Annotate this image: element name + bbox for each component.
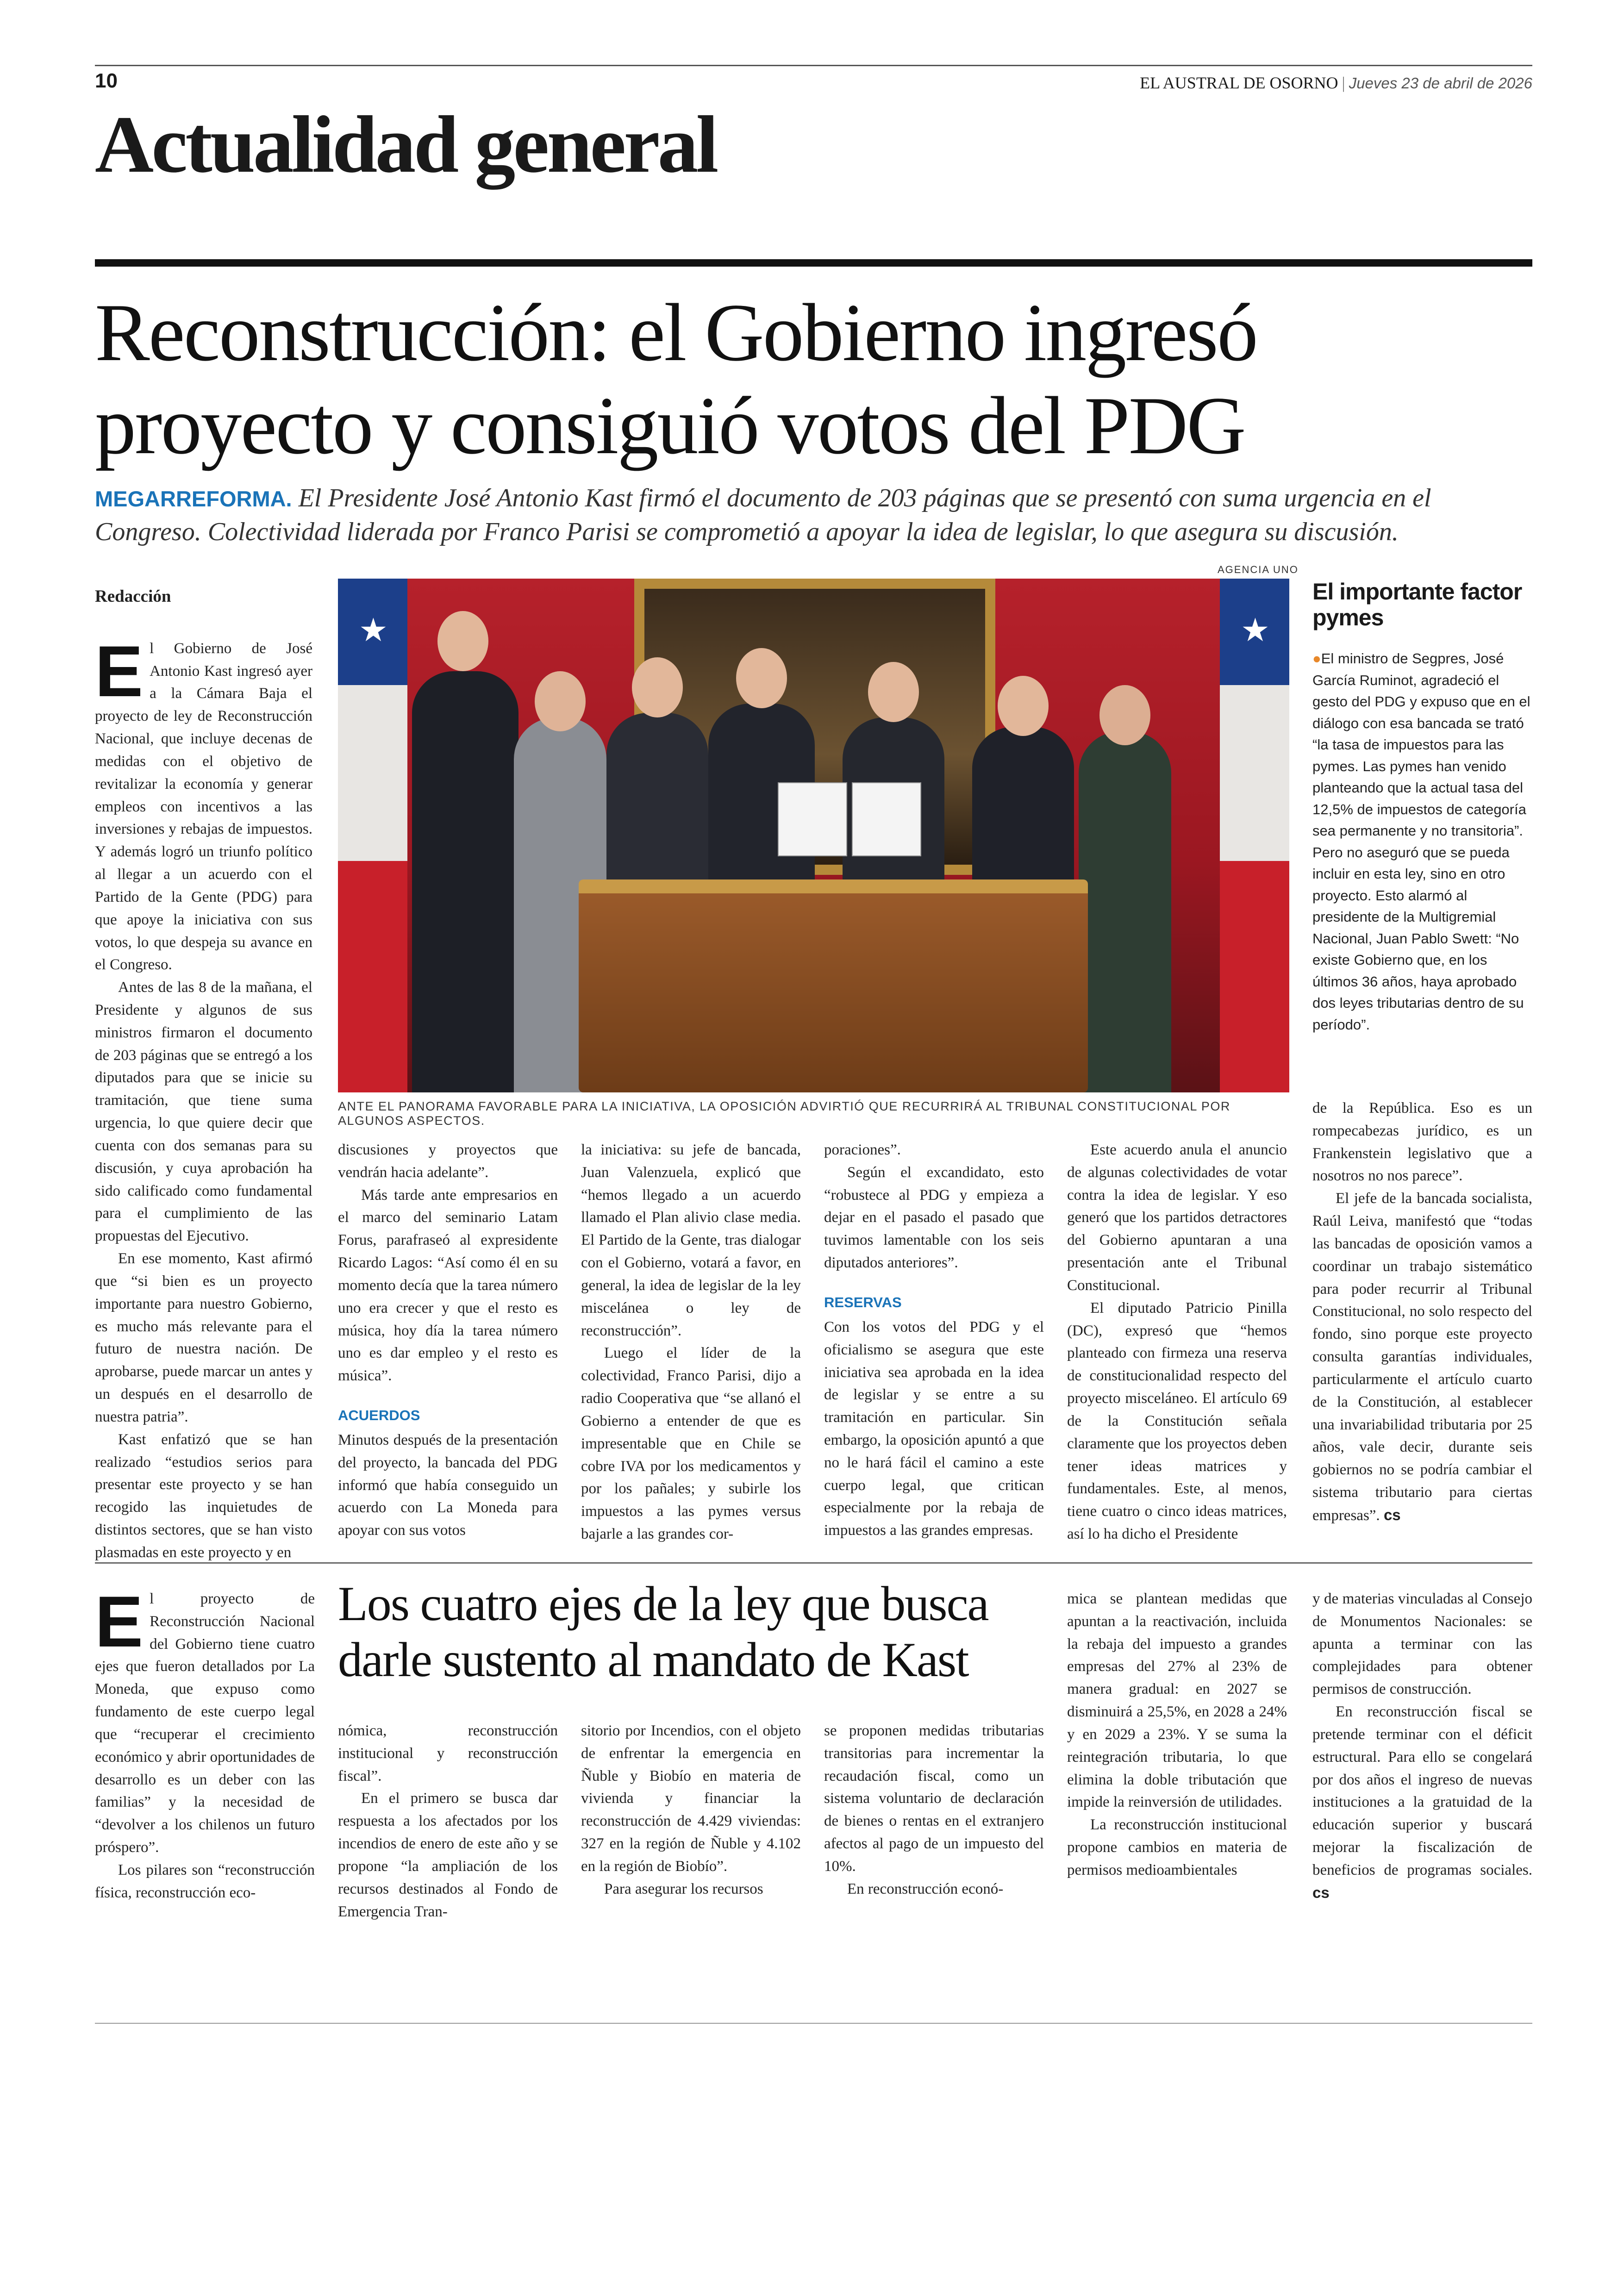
article-paragraph: discusiones y proyectos que vendrán hacia adelante”.	[338, 1141, 558, 1181]
signed-document	[778, 782, 847, 856]
sidebar-title: El importante factor pymes	[1312, 579, 1522, 630]
lead-text: El Presidente José Antonio Kast firmó el documento de 203 páginas que se presentó con suma urgencia en el Congreso. Colectividad liderada por Franco Parisi se comprometió a apoyar la idea de legislar, lo que asegura su discusión.	[95, 484, 1431, 546]
article-paragraph: Más tarde ante empresarios en el marco del seminario Latam Forus, parafraseó al expresidente Ricardo Lagos: “Así como él en su momento decía que la tarea número uno era crecer y que el resto es música, hoy día la tarea número uno es dar empleo y el resto es música”.	[338, 1186, 558, 1384]
secondary-rule	[95, 1562, 1532, 1564]
secondary-column-6	[1312, 1588, 1532, 1905]
article-paragraph: En el primero se busca dar respuesta a los afectados por los incendios de enero de este año y se propone “la ampliación de los recursos destinados al Fondo de Emergencia Tran-	[338, 1790, 558, 1920]
signing-desk	[579, 879, 1088, 1092]
article-column-4	[824, 1139, 1044, 1542]
article-paragraph: El proyecto de Reconstrucción Nacional del Gobierno tiene cuatro ejes que fueron detallados por La Moneda, que expuso como fundamento de este cuerpo legal que “recuperar el crecimiento económico y abrir oportunidades de desarrollo es un deber con las familias” y la necesidad de “devolver a los chilenos un futuro próspero”.	[95, 1582, 315, 1856]
top-rule	[95, 65, 1532, 66]
article-paragraph: de la República. Eso es un rompecabezas jurídico, es un Frankenstein legislativo que a nosotros no nos parece”.	[1312, 1100, 1532, 1185]
main-headline: Reconstrucción: el Gobierno ingresó proyecto y consiguió votos del PDG	[95, 287, 1257, 472]
subhead-reservas: RESERVAS	[824, 1294, 902, 1310]
article-paragraph: Para asegurar los recursos	[604, 1880, 763, 1897]
article-column-5	[1067, 1139, 1287, 1546]
article-paragraph: mica se plantean medidas que apuntan a la reactivación, incluida la rebaja del impuesto a grandes empresas del 27% al 23% de manera gradual: en 2027 se disminuirá a 25,5%, en 2028 a 24% y en 2029 a 23%. Y se suma la reintegración tributaria, lo que elimina la doble tributación que impide la reinversión de utilidades.	[1067, 1590, 1287, 1811]
secondary-column-3	[581, 1720, 801, 1901]
article-paragraph: La reconstrucción institucional propone cambios en materia de permisos medioambientales	[1067, 1816, 1287, 1878]
article-paragraph: El jefe de la bancada socialista, Raúl Leiva, manifestó que “todas las bancadas de oposición vamos a coordinar un trabajo sistemático para poder recurrir al Tribunal Constitucional, no solo respecto del fondo, sino porque este proyecto consulta garantías individuales, particularmente el artículo cuarto de la Constitución, al establecer una invariabilidad tributaria por 25 años, vale decir, durante seis gobiernos no se podría cambiar el sistema tributario para ciertas empresas”. cs	[1312, 1190, 1532, 1524]
issue-date: Jueves 23 de abril de 2026	[1349, 75, 1532, 92]
paper-name: EL AUSTRAL DE OSORNO	[1140, 74, 1338, 92]
chile-flag-right: ★	[1220, 579, 1289, 1092]
article-paragraph: Con los votos del PDG y el oficialismo se asegura que este iniciativa sea aprobada en la idea de legislar y se entre a su tramitación en particular. Sin embargo, la oposición apuntó a que no le hará fácil el camino a este cuerpo legal, que critican especialmente por la rebaja de impuestos a las grandes empresas.	[824, 1318, 1044, 1539]
article-column-6	[1312, 1097, 1532, 1527]
article-paragraph: Antes de las 8 de la mañana, el Presidente y algunos de sus ministros firmaron el documento de 203 páginas que se entregó a los diputados para que se inicie su tramitación, que tiene suma urgencia, lo que quiere decir que cuenta con dos semanas para su discusión, y cuya aprobación ha sido calificado como fundamental para el cumplimiento de las propuestas del Ejecutivo.	[95, 979, 312, 1245]
article-paragraph: nómica, reconstrucción institucional y reconstrucción fiscal”.	[338, 1722, 558, 1784]
article-paragraph: Kast enfatizó que se han realizado “estudios serios para presentar este proyecto y se han recogido las inquietudes de distintos sectores, que se han visto plasmadas en este proyecto y en	[95, 1431, 312, 1561]
article-column-3	[581, 1139, 801, 1546]
article-paragraph: En reconstrucción fiscal se pretende terminar con el déficit estructural. Para ello se congelará por dos años el ingreso de nuevas instituciones a la gratuidad de la educación superior y buscará mejorar la fiscalización de beneficios de programas sociales. cs	[1312, 1703, 1532, 1901]
article-paragraph: se proponen medidas tributarias transitorias para incrementar la recaudación fiscal, como un sistema voluntario de declaración de bienes o rentas en el extranjero afectos al pago de un impuesto del 10%.	[824, 1722, 1044, 1875]
bottom-rule	[95, 2023, 1532, 2024]
article-paragraph: El diputado Patricio Pinilla (DC), expresó que “hemos planteado con firmeza una reserva de constitucionalidad respecto del proyecto misceláneo. El artículo 69 de la Constitución señala claramente que los proyectos deben tener ideas matrices y fundamentales. Este, al menos, tiene cuatro o cinco ideas matrices, así lo ha dicho el Presidente	[1067, 1299, 1287, 1543]
article-paragraph: En reconstrucción econó-	[847, 1880, 1004, 1897]
article-column-1	[95, 584, 312, 1564]
article-paragraph: la iniciativa: su jefe de bancada, Juan Valenzuela, explicó que “hemos llegado a un acuerdo llamado el Plan alivio clase media. El Partido de la Gente, tras dialogar con el Gobierno, votará a favor, en general, la idea de legislar de la ley miscelánea o ley de reconstrucción”.	[581, 1141, 801, 1339]
secondary-column-4	[824, 1720, 1044, 1901]
signing-photo	[338, 579, 1289, 1092]
byline: Redacción	[95, 587, 171, 606]
end-mark-icon: cs	[1383, 1506, 1401, 1523]
article-column-2	[338, 1139, 558, 1542]
masthead: EL AUSTRAL DE OSORNO | Jueves 23 de abril de 2026	[1140, 74, 1532, 92]
lead-paragraph	[95, 481, 1532, 549]
sidebar-text: ●El ministro de Segpres, José García Ruminot, agradeció el gesto del PDG y expuso que en el diálogo con esa bancada se trató “la tasa de impuestos para las pymes. Las pymes han venido planteando que la actual tasa del 12,5% de impuestos de categoría sea permanente y no transitoria”. Pero no aseguró que se pueda incluir en esta ley, sino en otro proyecto. Esto alarmó al presidente de la Multigremial Nacional, Juan Pablo Swett: “No existe Gobierno que, en los últimos 36 años, haya aprobado dos leyes tributarias dentro de su período”.	[1312, 650, 1530, 1033]
chile-flag-left: ★	[338, 579, 407, 1092]
secondary-column-2	[338, 1720, 558, 1923]
article-paragraph: Minutos después de la presentación del proyecto, la bancada del PDG informó que había conseguido un acuerdo con La Moneda para apoyar con sus votos	[338, 1431, 558, 1539]
secondary-headline: Los cuatro ejes de la ley que busca darle sustento al mandato de Kast	[338, 1577, 988, 1687]
section-rule	[95, 259, 1532, 267]
bullet-dot-icon: ●	[1312, 650, 1321, 667]
secondary-column-5	[1067, 1588, 1287, 1882]
article-paragraph: En ese momento, Kast afirmó que “si bien es un proyecto importante para nuestro Gobierno, es mucho más relevante para el futuro de nuestra nación. De aprobarse, puede marcar un antes y un después en el desarrollo de nuestra patria”.	[95, 1250, 312, 1425]
end-mark-icon: cs	[1312, 1883, 1330, 1901]
article-paragraph: sitorio por Incendios, con el objeto de enfrentar la emergencia en Ñuble y Biobío en materia de vivienda y financiar la reconstrucción de 4.429 viviendas: 327 en la región de Ñuble y 4.102 en la región de Biobío”.	[581, 1722, 801, 1875]
drop-cap: E	[95, 631, 144, 712]
subhead-acuerdos: ACUERDOS	[338, 1407, 420, 1424]
secondary-column-1	[95, 1582, 315, 1904]
photo-caption: ANTE EL PANORAMA FAVORABLE PARA LA INICIATIVA, LA OPOSICIÓN ADVIRTIÓ QUE RECURRIRÁ AL TRIBUNAL CONSTITUCIONAL POR ALGUNOS ASPECTOS.	[338, 1099, 1230, 1128]
article-paragraph: y de materias vinculadas al Consejo de Monumentos Nacionales: se apunta a terminar con las complejidades para obtener permisos de construcción.	[1312, 1590, 1532, 1698]
lead-kicker: MEGARREFORMA.	[95, 486, 292, 511]
drop-cap: E	[95, 1582, 144, 1662]
article-paragraph: Luego el líder de la colectividad, Franco Parisi, dijo a radio Cooperativa que “se allanó el Gobierno a entender de que es impresentable que en Chile se cobre IVA por los medicamentos y por los pañales; y subirle los impuestos a las pymes versus bajarle a las grandes cor-	[581, 1345, 801, 1543]
article-paragraph: poraciones”.	[824, 1141, 901, 1158]
article-paragraph: Este acuerdo anula el anuncio de algunas colectividades de votar contra la idea de legislar. Y eso generó que los partidos detractores del Gobierno apuntaran a una presentación ante el Tribunal Constitucional.	[1067, 1141, 1287, 1294]
page-number: 10	[95, 69, 118, 92]
article-paragraph: Los pilares son “reconstrucción física, reconstrucción eco-	[95, 1861, 315, 1901]
article-paragraph: Según el excandidato, esto “robustece al PDG y empieza a dejar en el pasado el pasado que tuvimos lamentable con los seis diputados anteriores”.	[824, 1164, 1044, 1272]
section-title: Actualidad general	[95, 100, 717, 190]
photo-credit: AGENCIA UNO	[1218, 564, 1299, 575]
article-paragraph: El Gobierno de José Antonio Kast ingresó ayer a la Cámara Baja el proyecto de ley de Reconstrucción Nacional, que incluye decenas de medidas con el objetivo de revitalizar la economía y generar empleos con incentivos a las inversiones y rebajas de impuestos. Y además logró un triunfo político al llegar a un acuerdo con el Partido de la Gente (PDG) para que apoye la iniciativa con sus votos, lo que despeja su avance en el Congreso.	[95, 631, 312, 973]
